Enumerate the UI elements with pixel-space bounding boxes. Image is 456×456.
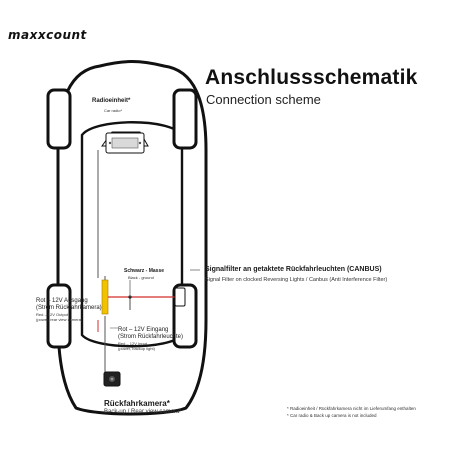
input-title-line2: (Strom Rückfahrleuchte) [118, 334, 184, 340]
input-sub-line2: (power, backup light) [118, 346, 155, 351]
page-subtitle: Connection scheme [206, 92, 321, 107]
signal-filter-box [175, 288, 185, 306]
output-sub-line2: (power, rear view camera) [36, 317, 83, 322]
footnote-line1: * Radioeinheit / Rückfahrkamera nicht im Lieferumfang enthalten [287, 406, 416, 411]
ground-subtitle: Black - ground [128, 275, 154, 280]
output-title-line2: (Strom Rückfahrkamera) [36, 305, 102, 311]
output-title-line1: Rot – 12V Ausgang [36, 298, 88, 304]
wheel-front-left [48, 90, 70, 148]
filter-subtitle: Signal Filter on clocked Reversing Lights / Canbus (Anti Interference Filter) [205, 277, 388, 283]
radio-subtitle: Car radio* [104, 108, 123, 113]
page-title: Anschlussschematik [205, 66, 418, 89]
yellow-connector [102, 276, 108, 314]
output-sub-line1: Red – 12V Output [36, 312, 69, 317]
wheel-front-right [174, 90, 196, 148]
camera-subtitle: Back-up / Rear view camera* [104, 409, 182, 415]
camera-title: Rückfahrkamera* [104, 399, 170, 408]
filter-title: Signalfilter an getaktete Rückfahrleuchten (CANBUS) [205, 266, 382, 273]
brand-logo: maxxcount [8, 28, 87, 42]
car-interior-outline [82, 122, 182, 346]
input-sub-line1: Red – 12V Input [118, 341, 147, 346]
ground-title: Schwarz - Masse [124, 268, 165, 274]
rear-camera [104, 372, 120, 386]
footnote-line2: * Car radio & Back up camera is not included [287, 413, 377, 418]
radio-title: Radioeinheit* [92, 98, 131, 104]
input-title-line1: Rot – 12V Eingang [118, 327, 169, 333]
radio-unit [102, 132, 148, 153]
